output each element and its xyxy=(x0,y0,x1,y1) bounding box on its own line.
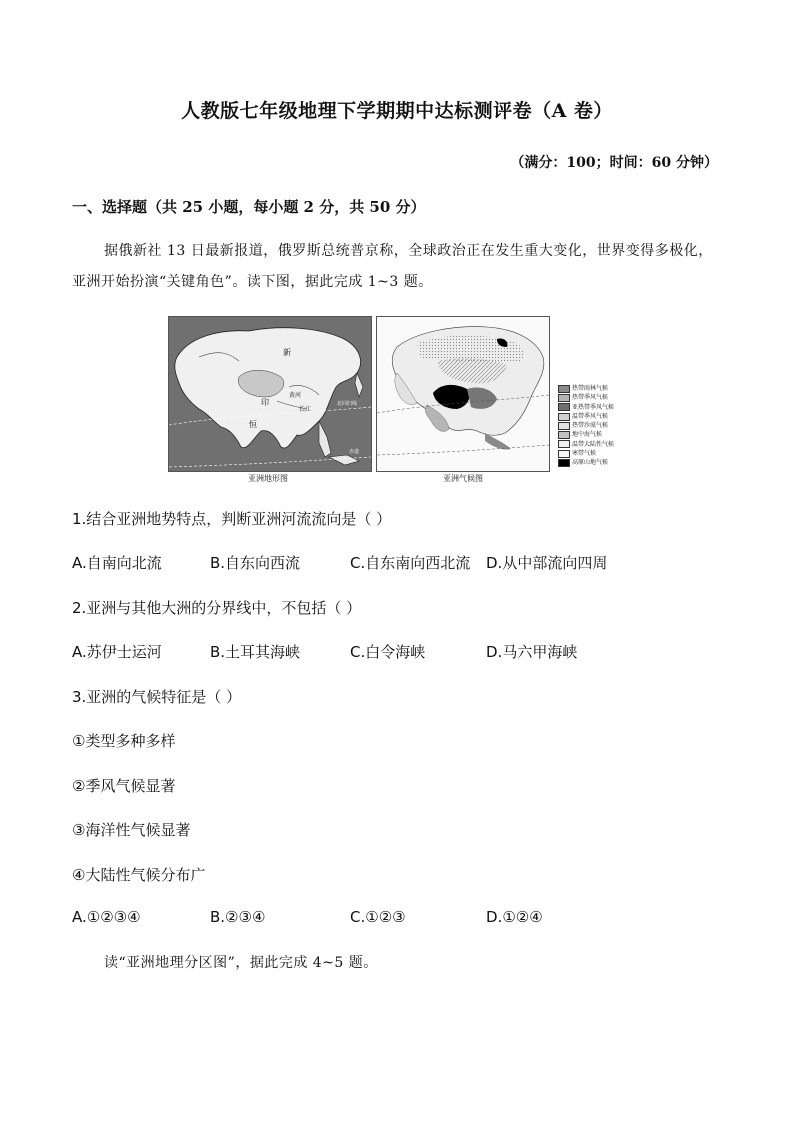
question-3-stem: 3.亚洲的气候特征是（ ） xyxy=(72,688,242,706)
climate-legend xyxy=(558,384,624,468)
legend-item: 亚热带季风气候 xyxy=(558,403,624,412)
q2-option-b[interactable]: B.土耳其海峡 xyxy=(210,643,301,661)
score-info: （满分：100；时间：60 分钟） xyxy=(510,155,718,171)
legend-item: 寒带气候 xyxy=(558,449,624,458)
legend-item: 热带沙漠气候 xyxy=(558,421,624,430)
label-heng: 恒 xyxy=(249,420,257,429)
legend-item: 温带大陆性气候 xyxy=(558,440,624,449)
q1-option-d[interactable]: D.从中部流向四周 xyxy=(486,554,608,572)
section-heading: 一、选择题（共 25 小题，每小题 2 分，共 50 分） xyxy=(72,198,426,216)
q2-option-a[interactable]: A.苏伊士运河 xyxy=(72,643,162,661)
label-changjiang: 长江 xyxy=(299,406,312,413)
q1-option-a[interactable]: A.自南向北流 xyxy=(72,554,162,572)
label-equator: 赤道 xyxy=(349,449,360,455)
q3-option-d[interactable]: D.①②④ xyxy=(486,908,543,926)
legend-item: 温带季风气候 xyxy=(558,412,624,421)
intro-passage-2: 读“亚洲地理分区图”，据此完成 4~5 题。 xyxy=(104,955,378,971)
asia-climate-map xyxy=(376,316,550,472)
q3-item-4: ④大陆性气候分布广 xyxy=(72,866,206,884)
terrain-map-drawing xyxy=(169,317,371,471)
exam-title: 人教版七年级地理下学期期中达标测评卷（A 卷） xyxy=(181,100,613,122)
label-yin: 印 xyxy=(261,398,269,407)
q3-option-c[interactable]: C.①②③ xyxy=(350,908,406,926)
q1-option-b[interactable]: B.自东向西流 xyxy=(210,554,301,572)
asia-terrain-map xyxy=(168,316,372,472)
question-2-stem: 2.亚洲与其他大洲的分界线中，不包括（ ） xyxy=(72,599,362,617)
label-xin: 新 xyxy=(283,348,291,357)
label-tropic: 北回归线 xyxy=(337,401,358,407)
q1-option-c[interactable]: C.自东南向西北流 xyxy=(350,554,471,572)
label-huanghe: 黄河 xyxy=(289,392,302,399)
legend-item: 地中海气候 xyxy=(558,430,624,439)
q3-option-a[interactable]: A.①②③④ xyxy=(72,908,141,926)
climate-map-caption: 亚洲气候图 xyxy=(443,474,483,483)
q2-option-d[interactable]: D.马六甲海峡 xyxy=(486,643,578,661)
question-1-stem: 1.结合亚洲地势特点，判断亚洲河流流向是（ ） xyxy=(72,510,392,528)
legend-item: 高原山地气候 xyxy=(558,458,624,467)
climate-map-drawing xyxy=(377,317,549,471)
intro-passage: 据俄新社 13 日最新报道，俄罗斯总统普京称，全球政治正在发生重大变化，世界变得多极化，亚洲开始扮演“关键角色”。读下图，据此完成 1~3 题。 xyxy=(72,243,713,290)
q3-item-1: ①类型多种多样 xyxy=(72,732,176,750)
terrain-map-caption: 亚洲地形图 xyxy=(248,474,288,483)
q3-item-2: ②季风气候显著 xyxy=(72,777,176,795)
q3-option-b[interactable]: B.②③④ xyxy=(210,908,266,926)
asia-maps-figure xyxy=(168,316,624,484)
q3-item-3: ③海洋性气候显著 xyxy=(72,821,191,839)
legend-item: 热带季风气候 xyxy=(558,393,624,402)
legend-item: 热带雨林气候 xyxy=(558,384,624,393)
q2-option-c[interactable]: C.白令海峡 xyxy=(350,643,426,661)
